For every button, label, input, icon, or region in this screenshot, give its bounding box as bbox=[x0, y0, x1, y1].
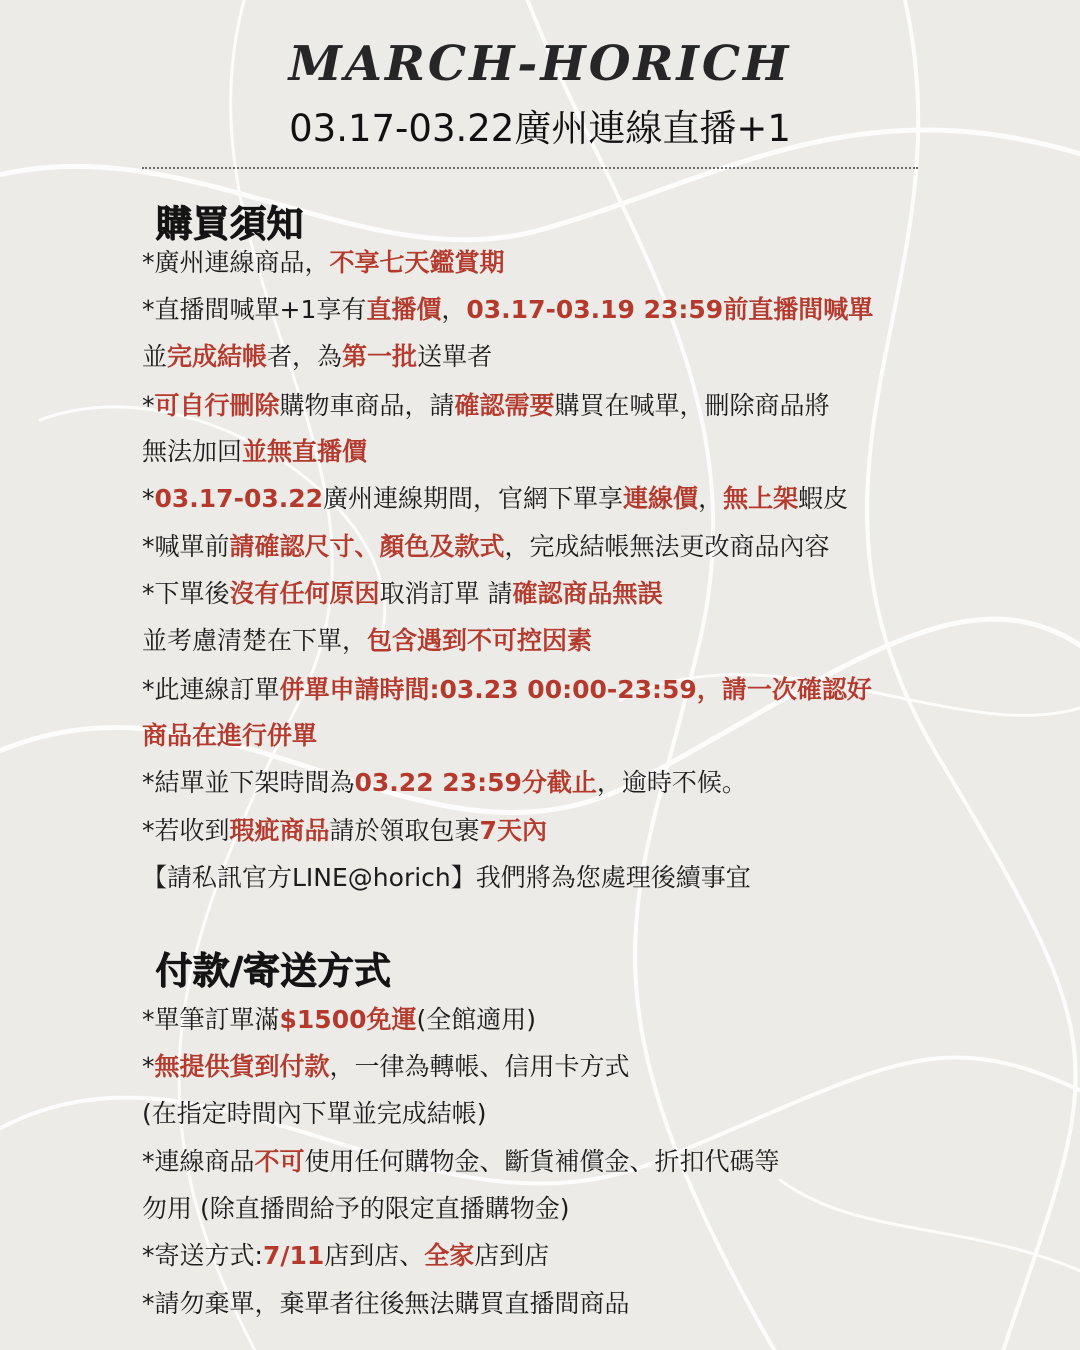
body-text: *結單並下架時間為 bbox=[142, 768, 355, 797]
body-text: *下單後 bbox=[142, 579, 230, 608]
notice-line bbox=[142, 248, 505, 278]
body-text: 店到店 bbox=[474, 1241, 550, 1270]
notice-line bbox=[142, 768, 747, 798]
notice-line bbox=[142, 1099, 487, 1129]
highlight-text: 03.22 23:59分截止 bbox=[354, 768, 597, 797]
body-text: 並考慮清楚在下單， bbox=[142, 626, 368, 655]
body-text: (全館適用) bbox=[416, 1005, 537, 1034]
body-text: ， bbox=[698, 484, 724, 513]
body-text: *若收到 bbox=[142, 816, 230, 845]
body-text: ， bbox=[441, 295, 467, 324]
body-text: (在指定時間內下單並完成結帳) bbox=[142, 1099, 487, 1128]
highlight-text: 全家 bbox=[424, 1241, 475, 1270]
notice-line bbox=[142, 295, 873, 325]
notice-line bbox=[142, 1147, 780, 1177]
highlight-text: $1500免運 bbox=[279, 1005, 417, 1034]
body-text: 【請私訊官方LINE@horich】我們將為您處理後續事宜 bbox=[142, 863, 751, 892]
notice-line bbox=[142, 1052, 630, 1082]
body-text: 者，為 bbox=[267, 342, 343, 371]
body-text: * bbox=[142, 484, 155, 513]
body-text: *廣州連線商品， bbox=[142, 248, 330, 277]
highlight-text: 瑕疵商品 bbox=[229, 816, 330, 845]
body-text: *連線商品 bbox=[142, 1147, 255, 1176]
brand-title: MARCH-HORICH bbox=[288, 36, 792, 92]
body-text: *寄送方式: bbox=[142, 1241, 263, 1270]
highlight-text: 商品在進行併單 bbox=[142, 721, 318, 750]
highlight-text: 確認商品無誤 bbox=[512, 579, 663, 608]
highlight-text: 不可 bbox=[254, 1147, 305, 1176]
body-text: ，完成結帳無法更改商品內容 bbox=[504, 532, 830, 561]
highlight-text: 確認需要 bbox=[454, 391, 555, 420]
body-text: 並 bbox=[142, 342, 168, 371]
notice-line bbox=[142, 863, 751, 893]
event-subtitle: 03.17-03.22廣州連線直播+1 bbox=[289, 107, 791, 150]
body-text: *請勿棄單，棄單者往後無法購買直播間商品 bbox=[142, 1289, 630, 1318]
highlight-text: 不享七天鑑賞期 bbox=[329, 248, 505, 277]
highlight-text: 03.17-03.22 bbox=[154, 484, 324, 513]
body-text: 無法加回 bbox=[142, 437, 243, 466]
highlight-text: 並無直播價 bbox=[242, 437, 368, 466]
body-text: *直播間喊單+1享有 bbox=[142, 295, 367, 324]
body-text: * bbox=[142, 1052, 155, 1081]
highlight-text: 請確認尺寸、顏色及款式 bbox=[229, 532, 505, 561]
body-text: 廣州連線期間，官網下單享 bbox=[323, 484, 624, 513]
body-text: 送單者 bbox=[417, 342, 493, 371]
notice-line bbox=[142, 626, 592, 656]
body-text: *喊單前 bbox=[142, 532, 230, 561]
highlight-text: 03.17-03.19 23:59前直播間喊單 bbox=[466, 295, 874, 324]
body-text: * bbox=[142, 391, 155, 420]
highlight-text: 包含遇到不可控因素 bbox=[367, 626, 593, 655]
body-text: 購物車商品，請 bbox=[279, 391, 455, 420]
notice-line bbox=[142, 437, 367, 467]
notice-line bbox=[142, 1289, 630, 1319]
body-text: 取消訂單 請 bbox=[379, 579, 513, 608]
highlight-text: 連線價 bbox=[623, 484, 699, 513]
highlight-text: 沒有任何原因 bbox=[229, 579, 380, 608]
notice-line bbox=[142, 816, 547, 846]
body-text: 蝦皮 bbox=[798, 484, 849, 513]
highlight-text: 無上架 bbox=[723, 484, 799, 513]
body-text: 購買在喊單，刪除商品將 bbox=[554, 391, 830, 420]
highlight-text: 直播價 bbox=[366, 295, 442, 324]
dotted-divider bbox=[142, 167, 918, 169]
body-text: 使用任何購物金、斷貨補償金、折扣代碼等 bbox=[304, 1147, 780, 1176]
body-text: 勿用 (除直播間給予的限定直播購物金) bbox=[142, 1194, 570, 1223]
body-text: *單筆訂單滿 bbox=[142, 1005, 280, 1034]
section-heading: 購買須知 bbox=[155, 201, 303, 245]
notice-line bbox=[142, 532, 830, 562]
notice-line bbox=[142, 391, 830, 421]
highlight-text: 7/11 bbox=[262, 1241, 325, 1270]
highlight-text: 完成結帳 bbox=[167, 342, 268, 371]
notice-line bbox=[142, 579, 663, 609]
notice-line bbox=[142, 675, 872, 705]
notice-line bbox=[142, 342, 492, 372]
body-text: ，逾時不候。 bbox=[596, 768, 747, 797]
notice-line bbox=[142, 1241, 549, 1271]
notice-line bbox=[142, 1194, 569, 1224]
notice-line bbox=[142, 721, 317, 751]
body-text: 請於領取包裹 bbox=[329, 816, 480, 845]
highlight-text: 可自行刪除 bbox=[154, 391, 280, 420]
section-heading: 付款/寄送方式 bbox=[155, 948, 391, 992]
highlight-text: 第一批 bbox=[342, 342, 418, 371]
body-text: *此連線訂單 bbox=[142, 675, 280, 704]
notice-line bbox=[142, 1005, 536, 1035]
body-text: ，一律為轉帳、信用卡方式 bbox=[329, 1052, 630, 1081]
highlight-text: 併單申請時間:03.23 00:00-23:59，請一次確認好 bbox=[279, 675, 872, 704]
highlight-text: 7天內 bbox=[479, 816, 547, 845]
notice-line bbox=[142, 484, 848, 514]
body-text: 店到店、 bbox=[324, 1241, 425, 1270]
highlight-text: 無提供貨到付款 bbox=[154, 1052, 330, 1081]
